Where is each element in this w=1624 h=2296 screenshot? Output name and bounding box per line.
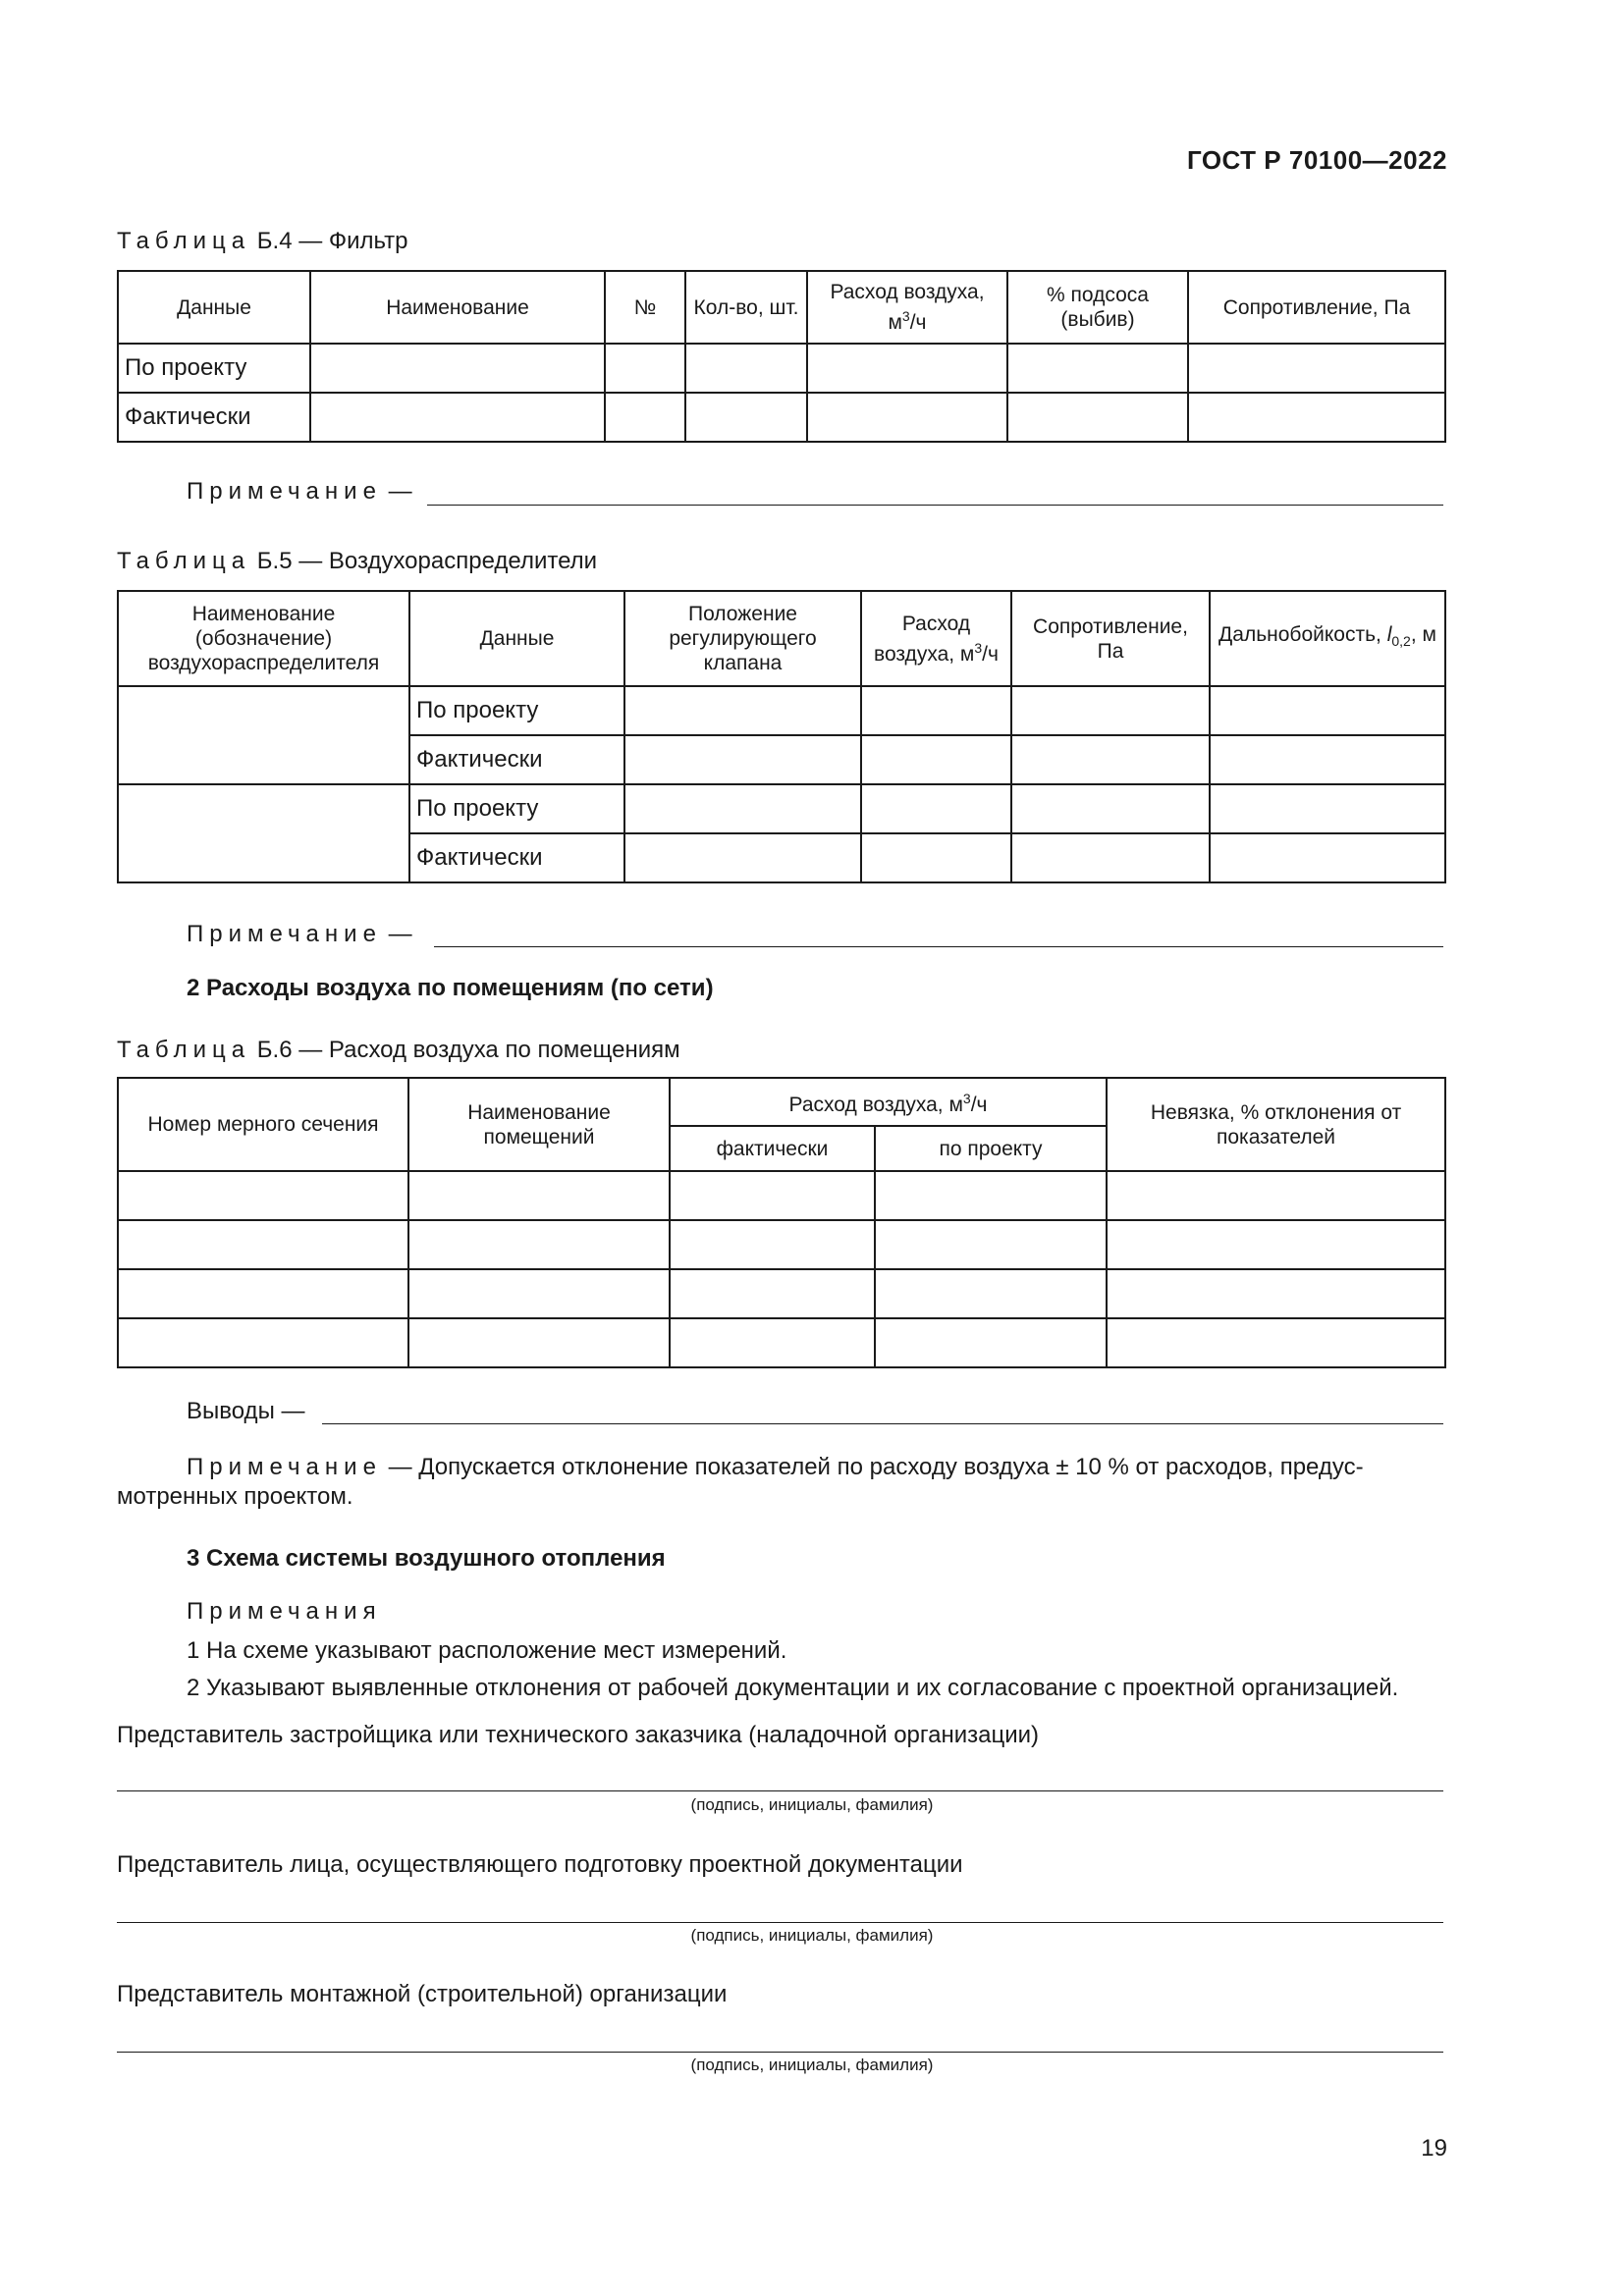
table-header: Наименование [310, 271, 605, 344]
table-header: Дальнобойкость, $l_{0,2}$, м [1210, 591, 1445, 686]
table-cell: Фактически [409, 735, 624, 784]
signature-line [117, 2052, 1443, 2053]
table-header: № [605, 271, 685, 344]
table-header: Номер мерного сечения [118, 1078, 408, 1171]
table-row [118, 1171, 1445, 1220]
table-b6 [117, 1077, 1446, 1368]
note-1: 1 На схеме указывают расположение мест измерений. [187, 1637, 787, 1664]
section-3-title: 3 Схема системы воздушного отопления [187, 1545, 666, 1572]
table-b6-note-cont: мотренных проектом. [117, 1483, 353, 1510]
note-fill-line [427, 505, 1443, 506]
table-cell: По проекту [118, 344, 310, 393]
table-row [118, 1269, 1445, 1318]
table-row [118, 344, 1445, 393]
table-b4 [117, 270, 1446, 443]
section-2-title: 2 Расходы воздуха по помещениям (по сети) [187, 975, 714, 1001]
signature-label-contractor: Представитель монтажной (строительной) организации [117, 1981, 728, 2007]
table-b4-caption: Таблица Б.4 — Фильтр [117, 228, 408, 254]
table-cell: Фактически [118, 393, 310, 442]
table-cell: По проекту [409, 686, 624, 735]
table-header: Данные [409, 591, 624, 686]
table-header: Расход воздуха, $м^3/ч$ [861, 591, 1011, 686]
table-row [118, 1318, 1445, 1367]
table-header: Расход воздуха, $м^3/ч$ [807, 271, 1007, 344]
table-header: Данные [118, 271, 310, 344]
table-header: Невязка, % отклонения от показателей [1107, 1078, 1445, 1171]
table-b6-note: Примечание — Допускается отклонение показателей по расходу воздуха ± 10 % от расходов, предус- [187, 1454, 1364, 1480]
conclusions-label: Выводы — [187, 1398, 305, 1424]
table-header: Наименование (обозначение) воздухораспределителя [118, 591, 409, 686]
document-id: ГОСТ Р 70100—2022 [1186, 145, 1447, 175]
table-header: Наименование помещений [408, 1078, 670, 1171]
page-number: 19 [1421, 2135, 1447, 2162]
table-cell: Фактически [409, 833, 624, 882]
table-b5-note: Примечание — [187, 921, 412, 947]
table-row [118, 686, 1445, 735]
signature-label-designer: Представитель лица, осуществляющего подготовку проектной документации [117, 1851, 963, 1878]
table-row [118, 784, 1445, 833]
conclusions-fill-line [322, 1423, 1443, 1424]
table-row [118, 1220, 1445, 1269]
notes-heading: Примечания [187, 1598, 382, 1625]
table-b5 [117, 590, 1446, 883]
note-2: 2 Указывают выявленные отклонения от рабочей документации и их согласование с проектной организацией. [187, 1675, 1399, 1701]
table-header: Расход воздуха, $м^3/ч$ [670, 1078, 1107, 1126]
table-header: по проекту [875, 1126, 1107, 1171]
table-b6-caption: Таблица Б.6 — Расход воздуха по помещениям [117, 1037, 680, 1063]
signature-caption: (подпись, инициалы, фамилия) [690, 1926, 934, 1945]
table-header: Сопротивление, Па [1188, 271, 1445, 344]
signature-caption: (подпись, инициалы, фамилия) [690, 2056, 934, 2074]
table-header: фактически [670, 1126, 875, 1171]
signature-label-customer: Представитель застройщика или технического заказчика (наладочной организации) [117, 1722, 1040, 1748]
table-row [118, 393, 1445, 442]
table-header: Кол-во, шт. [685, 271, 807, 344]
note-fill-line [434, 946, 1443, 947]
signature-line [117, 1922, 1443, 1923]
signature-caption: (подпись, инициалы, фамилия) [690, 1795, 934, 1814]
signature-line [117, 1790, 1443, 1791]
table-header: Положение регулирующего клапана [624, 591, 861, 686]
table-b4-note: Примечание — [187, 478, 412, 505]
table-header: % подсоса (выбив) [1007, 271, 1188, 344]
table-b5-caption: Таблица Б.5 — Воздухораспределители [117, 548, 598, 574]
table-cell: По проекту [409, 784, 624, 833]
table-header: Сопротивление, Па [1011, 591, 1210, 686]
